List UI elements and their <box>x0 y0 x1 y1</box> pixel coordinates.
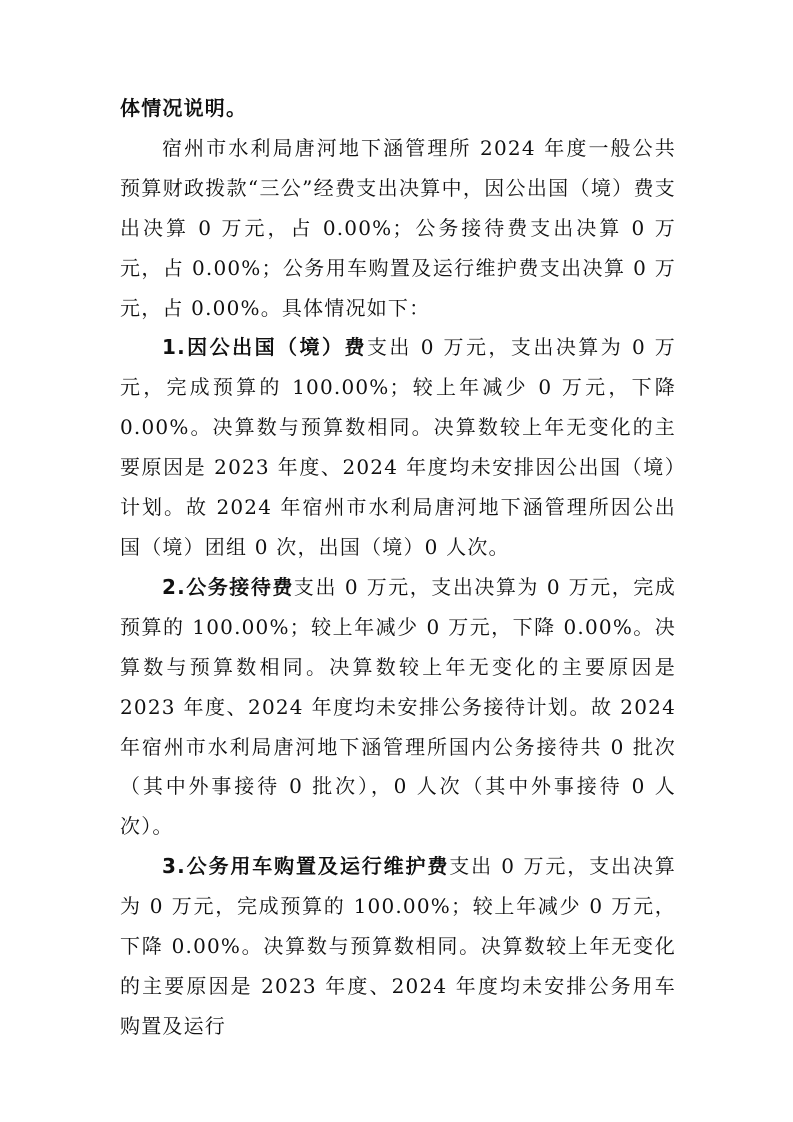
document-body <box>120 89 676 1047</box>
item-paragraph-reception <box>120 568 676 847</box>
item-paragraph-vehicle <box>120 847 676 1047</box>
summary-paragraph: 宿州市水利局唐河地下涵管理所 2024 年度一般公共预算财政拨款“三公”经费支出决算中，因公出国（境）费支出决算 0 万元，占 0.00%；公务接待费支出决算 0 万元，占 0.00%；公务用车购置及运行维护费支出决算 0 万元，占 0.00%。具体情况如下： <box>120 135 676 320</box>
item-paragraph-travel <box>120 328 676 567</box>
item-text-vehicle: 支出 0 万元，支出决算为 0 万元，完成预算的 100.00%；较上年减少 0 万元，下降 0.00%。决算数与预算数相同。决算数较上年无变化的主要原因是 2023 年度、2024 年度均未安排公务用车购置及运行 <box>120 854 676 1038</box>
item-text-travel: 支出 0 万元，支出决算为 0 万元，完成预算的 100.00%；较上年减少 0 万元，下降 0.00%。决算数与预算数相同。决算数较上年无变化的主要原因是 2023 年度、2024 年度均未安排因公出国（境）计划。故 2024 年宿州市水利局唐河地下涵管理所因公出国（境）团组 0 次，出国（境）0 人次。 <box>120 335 677 559</box>
section-heading-tail: 体情况说明。 <box>120 96 248 120</box>
item-title-reception: 2.公务接待费 <box>162 574 294 599</box>
item-title-travel: 1.因公出国（境）费 <box>162 335 367 360</box>
item-text-reception: 支出 0 万元，支出决算为 0 万元，完成预算的 100.00%；较上年减少 0 万元，下降 0.00%。决算数与预算数相同。决算数较上年无变化的主要原因是 2023 年度、2024 年度均未安排公务接待计划。故 2024 年宿州市水利局唐河地下涵管理所国内公务接待共 0 批次（其中外事接待 0 批次），0 人次（其中外事接待 0 人次）。 <box>120 574 676 839</box>
item-title-vehicle: 3.公务用车购置及运行维护费 <box>162 854 450 879</box>
